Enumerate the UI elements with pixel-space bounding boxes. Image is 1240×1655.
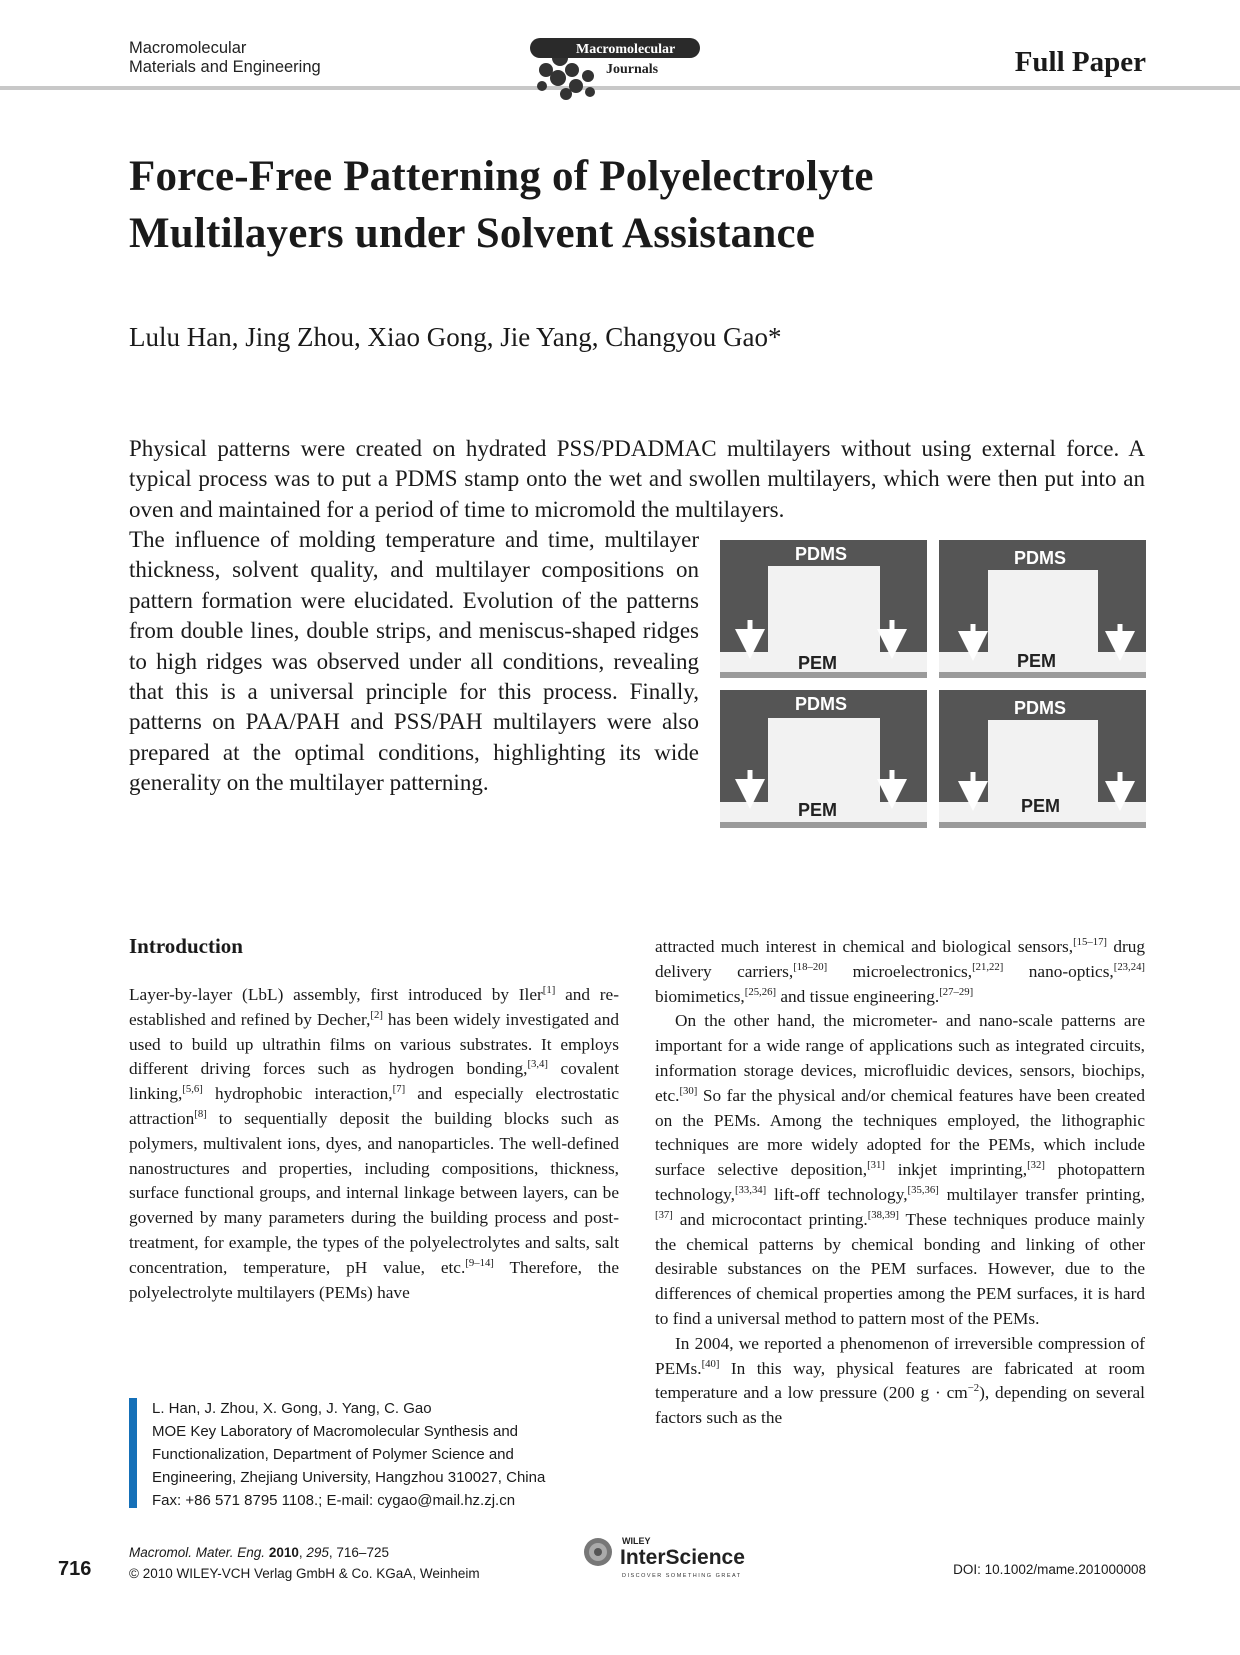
citation: [32] <box>1027 1159 1045 1172</box>
unit-exponent: −2 <box>967 1382 980 1395</box>
copyright: © 2010 WILEY-VCH Verlag GmbH & Co. KGaA, Weinheim <box>129 1566 480 1581</box>
affiliation-contact: Fax: +86 571 8795 1108.; E-mail: cygao@mail.hz.zj.cn <box>152 1492 516 1509</box>
abstract-left-column: The influence of molding temperature and time, multilayer thickness, solvent quality, and multilayer compositions on pattern formation were elucidated. Evolution of the patterns from double lines, double strips, and meniscus-shaped ridges to high ridges was observed under all conditions, revealing that this is a universal principle for this process. Finally, patterns on PAA/PAH and PSS/PAH multilayers were also prepared at the optimal conditions, highlighting its wide generality on the multilayer patterning. <box>129 527 699 796</box>
film-label: PEM <box>1021 796 1061 816</box>
film-label: PEM <box>798 800 838 820</box>
panel-4 <box>939 690 1146 828</box>
citation: [31] <box>867 1159 885 1172</box>
citation: [5,6] <box>182 1083 203 1096</box>
macromolecular-journals-logo <box>528 26 714 106</box>
affiliation-authors: L. Han, J. Zhou, X. Gong, J. Yang, C. Gao <box>152 1400 432 1417</box>
citation: [8] <box>194 1108 207 1121</box>
citation: [35,36] <box>907 1184 939 1197</box>
citation: [1] <box>542 984 556 997</box>
page-number: 716 <box>58 1558 92 1580</box>
graphical-abstract-figure <box>720 540 1146 830</box>
stamp-label: PDMS <box>1014 698 1067 718</box>
film-label: PEM <box>1017 651 1057 671</box>
citation: [23,24] <box>1113 961 1146 974</box>
wiley-tagline: DISCOVER SOMETHING GREAT <box>622 1573 742 1579</box>
intro-paragraph-2: On the other hand, the micrometer- and nano-scale patterns are important for a wide range of applications such as integrated circuits, information storage devices, microfluidic devices, sensors, biochips, etc.[30] So far the physical and/or chemical features have been created on the PEMs. Among the techniques employed, the lithographic techniques are more widely adopted for the PEMs, which include surface selective deposition,[31] inkjet imprinting,[32] photopattern technology,[33,34] lift-off technology,[35,36] multilayer transfer printing,[37] and microcontact printing.[38,39] These techniques produce mainly the chemical patterns by chemical bonding and linking of other desirable substances on the PEM surfaces. However, due to the differences of chemical properties among the PEM surfaces, it is hard to find a universal method to pattern most of the PEMs. <box>655 1011 1145 1328</box>
introduction-heading: Introduction <box>129 934 243 958</box>
affiliation-block <box>152 1397 622 1512</box>
affiliation-line: Functionalization, Department of Polymer Science and <box>152 1446 514 1463</box>
panel-2 <box>939 540 1146 678</box>
journal-name-line2: Materials and Engineering <box>129 58 321 76</box>
citation: [40] <box>701 1357 720 1370</box>
citation: [25,26] <box>744 985 777 998</box>
film-label: PEM <box>798 653 838 673</box>
panel-1 <box>720 540 927 678</box>
journal-abbrev: Macromol. Mater. Eng. <box>129 1545 266 1560</box>
wiley-interscience-logo <box>578 1530 758 1584</box>
citation: [27–29] <box>939 985 974 998</box>
citation: [38,39] <box>867 1209 899 1221</box>
affiliation-line: MOE Key Laboratory of Macromolecular Synthesis and <box>152 1423 518 1440</box>
body-column-right <box>655 935 1145 1431</box>
year: 2010 <box>268 1545 299 1560</box>
citation: [18–20] <box>793 961 828 974</box>
logo-text-line1: Macromolecular <box>576 42 676 57</box>
stamp-label: PDMS <box>795 544 848 564</box>
affiliation-accent-bar <box>129 1398 137 1508</box>
intro-paragraph-3: In 2004, we reported a phenomenon of irreversible compression of PEMs.[40] In this way, physical features are fabricated at room temperature and a low pressure (200 $g \cdot cm^{-2}$), depending on several factors such as the <box>655 1333 1145 1428</box>
article-title <box>129 148 1129 262</box>
authors: Lulu Han, Jing Zhou, Xiao Gong, Jie Yang, Changyou Gao* <box>129 322 782 352</box>
citation: [9–14] <box>465 1257 494 1269</box>
citation: [3,4] <box>527 1058 548 1071</box>
interscience-text: InterScience <box>620 1546 745 1569</box>
globe-icon <box>584 1538 612 1566</box>
citation: [21,22] <box>972 961 1004 974</box>
citation: [15–17] <box>1073 936 1107 949</box>
doi: DOI: 10.1002/mame.201000008 <box>953 1562 1146 1577</box>
pages: , 716–725 <box>328 1545 389 1560</box>
citation: [2] <box>370 1009 383 1022</box>
section-label: Full Paper <box>1014 46 1146 78</box>
title-line2: Multilayers under Solvent Assistance <box>129 210 816 257</box>
abstract-full-width: Physical patterns were created on hydrated PSS/PDADMAC multilayers without using external force. A typical process was to put a PDMS stamp onto the wet and swollen multilayers, which were then put into an oven and maintained for a period of time to micromold the multilayers. <box>129 436 1145 522</box>
logo-text-line2: Journals <box>606 62 659 77</box>
volume: 295 <box>306 1545 329 1560</box>
citation-footer: Macromol. Mater. Eng. 2010, 295, 716–725 © 2010 WILEY-VCH Verlag GmbH & Co. KGaA, Weinheim <box>129 1542 480 1584</box>
wiley-small-text: WILEY <box>622 1536 651 1546</box>
title-line1: Force-Free Patterning of Polyelectrolyte <box>129 153 874 200</box>
citation: [37] <box>655 1209 673 1221</box>
intro-paragraph-1-continued: attracted much interest in chemical and biological sensors,[15–17] drug delivery carriers,[18–20] microelectronics,[21,22] nano-optics,[23,24] biomimetics,[25,26] and tissue engineering.[27–29] <box>655 936 1146 1006</box>
citation: [30] <box>679 1085 698 1098</box>
panel-3 <box>720 690 927 828</box>
stamp-label: PDMS <box>795 694 848 714</box>
affiliation-line: Engineering, Zhejiang University, Hangzhou 310027, China <box>152 1469 546 1486</box>
journal-name <box>129 39 321 77</box>
citation: [7] <box>392 1083 406 1096</box>
stamp-label: PDMS <box>1014 548 1067 568</box>
citation: [33,34] <box>734 1184 767 1197</box>
journal-name-line1: Macromolecular <box>129 39 247 57</box>
body-column-left <box>129 983 619 1305</box>
intro-paragraph-1: Layer-by-layer (LbL) assembly, first introduced by Iler[1] and re-established and refined by Decher,[2] has been widely investigated and used to build up ultrathin films on various substrates. It employs different driving forces such as hydrogen bonding,[3,4] covalent linking,[5,6] hydrophobic interaction,[7] and especially electrostatic attraction[8] to sequentially deposit the building blocks such as polymers, multivalent ions, dyes, and nanoparticles. The well-defined nanostructures and properties, including compositions, thickness, surface functional groups, and internal linkage between layers, can be governed by many parameters during the building process and post-treatment, for example, the types of the polyelectrolytes and salts, salt concentration, temperature, pH value, etc.[9–14] Therefore, the polyelectrolyte multilayers (PEMs) have <box>129 984 620 1302</box>
